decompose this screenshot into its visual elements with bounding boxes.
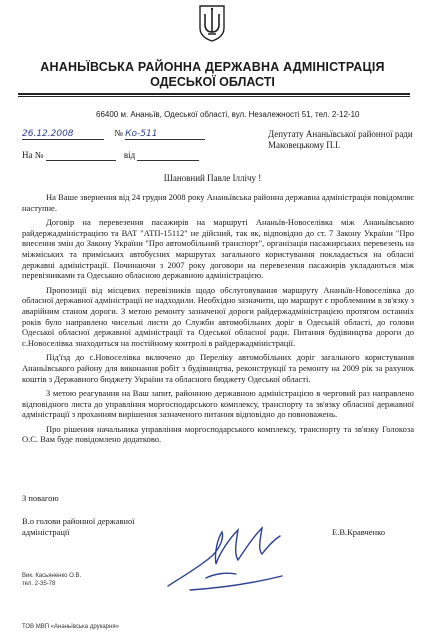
- body-paragraph: Про рішення начальника управління моргосподарського комплексу, транспорту та зв'язку Голокоза О.С. Вам буде повідомлено додатково.: [22, 423, 414, 445]
- reply-from-blank: [137, 150, 199, 161]
- body-paragraph: З метою реагування на Ваш запит, районною державною адміністрацією в черговий раз направлено відповідного листа до управління моргосподарського комплексу, транспорту та зв'язку обласної державної адміністрації з проханням вирішення зазначеного питання відповідно до повноважень.: [22, 388, 414, 420]
- org-title: АНАНЬЇВСЬКА РАЙОННА ДЕРЖАВНА АДМІНІСТРАЦІЯ: [40, 60, 385, 74]
- letter-number: Ко-511: [125, 129, 205, 140]
- signer-title-line1: В.о голови районної державної: [22, 516, 135, 526]
- printer-imprint: ТОВ МВП «Ананьївська друкарня»: [22, 624, 119, 630]
- body-paragraph: Під'їзд до с.Новоселівка включено до Переліку автомобільних доріг загального користування Ананьївського району для виконання робіт з будівництва, реконструкції та ремонту на 2009 рік за рахунок коштів з Державного бюджету України та обласного бюджету Одеської області.: [22, 352, 414, 384]
- number-label: №: [114, 128, 123, 138]
- greeting: Шановний Павле Іллічу !: [163, 173, 262, 183]
- trident-emblem-icon: [198, 4, 226, 42]
- executor-block: [22, 572, 81, 588]
- body-paragraph: Пропозиції від місцевих перевізників щодо обслуговування маршруту Ананьїв-Новоселівка до обласної державної адміністрації не надходили. Необхідно зазначити, що маршрут є проблемним в зв'язку з аварійним станом дороги. З метою ремонту зазначеної дороги райдержадміністрацією протягом останніх років було направлено чисельні листи до Служби автомобільних доріг в Одеській області, до голови Одеської обласної державної адміністрації та Одеської обласної ради. Питання будівництва дороги до с.Новоселівка знаходиться на постійному контролі в райдержадміністрації.: [22, 284, 414, 348]
- org-address: 66400 м. Ананьїв, Одеської області, вул. Незалежності 51, тел. 2-12-10: [96, 110, 360, 119]
- reply-from-label: від: [123, 150, 136, 160]
- executor-phone: тел. 2-35-78: [22, 581, 56, 587]
- handwritten-signature-icon: [150, 508, 300, 598]
- executor-name: Вик. Касьяненко О.В.: [22, 573, 82, 579]
- body-paragraph: Договір на перевезення пасажирів на маршруті Ананьїв-Новоселівка між Ананьївською райдержадміністрацією та ВАТ "АТП-15112" не дійсний, так як, відповідно до ст. 7 Закону України "Про внесення змін до Закону України "Про автомобільний транспорт", організація пасажирських перевезень на міжміських та приміських автобусних маршрутах загального користування покладається на обласні державні адміністрації. Починаючи з 2007 року договори на перевезення пасажирів укладаються між перевізниками та Одеською обласною державною адміністрацією.: [22, 217, 414, 281]
- header-rule-thin: [18, 96, 410, 97]
- letter-body: [22, 192, 414, 449]
- recipient-name: Маковецькому П.І.: [268, 140, 341, 150]
- outgoing-ref: [22, 128, 205, 140]
- regards: З повагою: [22, 493, 59, 503]
- reply-to-blank: [46, 150, 116, 161]
- signer-title-line2: адміністрації: [22, 526, 70, 537]
- reply-to-label: На №: [22, 150, 44, 160]
- header-rule-thick: [18, 93, 410, 95]
- signer-name: Е.В.Кравченко: [332, 527, 386, 537]
- recipient-block: [268, 129, 418, 151]
- recipient-title: Депутату Ананьївської районної ради: [268, 129, 413, 139]
- org-subtitle: ОДЕСЬКОЇ ОБЛАСТІ: [150, 75, 275, 89]
- incoming-ref: [22, 150, 199, 161]
- body-paragraph: На Ваше звернення від 24 грудня 2008 року Ананьївська районна державна адміністрація повідомляє наступне.: [22, 192, 414, 213]
- signer-title-block: [22, 516, 135, 537]
- letter-date: 26.12.2008: [22, 129, 104, 140]
